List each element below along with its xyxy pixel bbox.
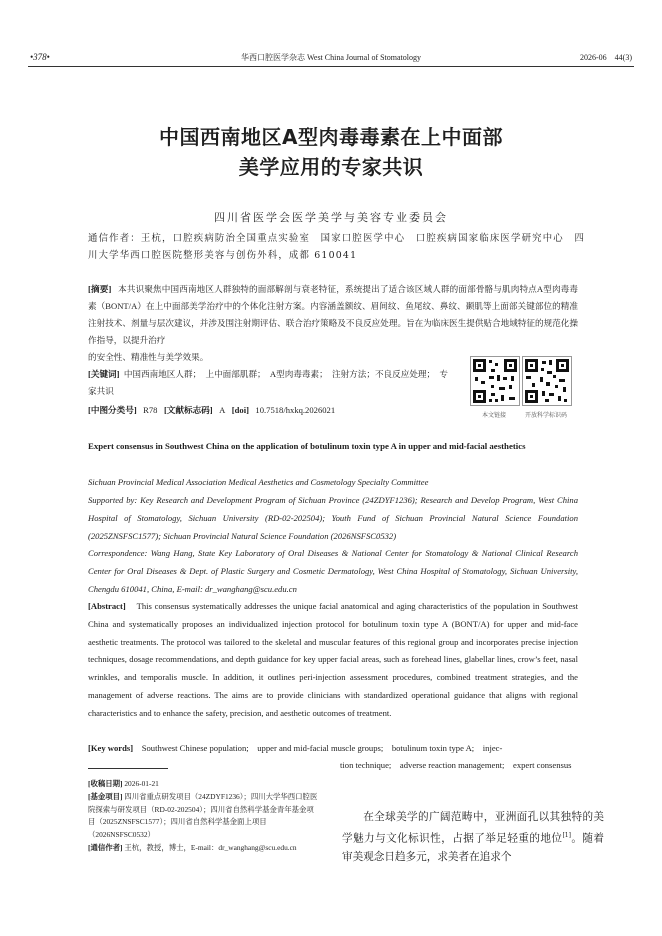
doc-code-label: [文献标志码]: [163, 405, 213, 416]
keywords-en-line1: Southwest Chinese population; upper and mid-facial muscle groups; botulinum toxin type A; injec-: [141, 743, 503, 753]
keywords-en-label: [Key words]: [88, 743, 134, 753]
corresponding-author-cn: 通信作者：王杭，口腔疾病防治全国重点实验室 国家口腔医学中心 口腔疾病国家临床医学研究中心 四川大学华西口腔医院整形美容与创伤外科，成都 610041: [88, 233, 586, 261]
doc-code-value: A: [219, 405, 226, 416]
fund-label: [基金项目]: [88, 791, 123, 801]
footnote-received: [88, 778, 320, 791]
body-text-1: 在全球美学的广阔范畴中，亚洲面孔以其独特的美学魅力与文化标识性，占据了举足轻重的地位: [342, 811, 604, 845]
qr-code-open-science[interactable]: [522, 356, 581, 419]
body-paragraph: [342, 808, 604, 866]
english-title: Expert consensus in Southwest China on the application of botulinum toxin type A in upper and mid-facial aesthetics: [88, 441, 526, 451]
page-number: •378•: [30, 52, 50, 62]
clc-label: [中图分类号]: [88, 405, 137, 416]
paper-title: [0, 122, 662, 182]
abstract-en-text: This consensus systematically addresses the unique facial anatomical and aging characteristics of the population in Southwest China and systematically proposes an individualized injection protocol for botulinum toxin type A (BONT/A) for upper and mid-face aesthetic treatments. The protocol was tailored to the skeletal and muscular features of this regional group and incorporates precise injection techniques, dosage recommendations, and depth guidance for key upper facial areas, such as forehead lines, glabellar lines, crow’s feet, nasal wrinkles, and temporalis muscle. In addition, it outlines peri-injection assessment procedures, combined treatment strategies, and the management of adverse reactions. The aims are to provide clinicians with standardized operational guidance that aligns with regional characteristics and to enhance the safety, precision, and aesthetic outcomes of treatment.: [88, 601, 579, 718]
abstract-cn-label: [摘要]: [88, 284, 112, 294]
supported-by-en: Supported by: Key Research and Development Program of Sichuan Province (24ZDYF1236); Research and Develop Program, West China Hospital of Stomatology, Sichuan University (RD-02-202504); Youth Fund of Sichuan Provincial Natural Science Foundation (2025ZNSFSC1577); Sichuan Provincial Natural Science Foundation (2026NSFSC0532): [88, 495, 578, 541]
classification-cn: [88, 402, 448, 419]
received-date: 2026-01-21: [124, 779, 159, 788]
footnote-author: [88, 842, 320, 855]
abstract-en-label: [Abstract]: [88, 601, 126, 611]
keywords-en-continued: tion technique; adverse reaction management; expert consensus: [340, 760, 572, 770]
citation-ref[interactable]: [1]: [562, 831, 571, 839]
keywords-cn: [88, 366, 448, 400]
qr-caption-open-science: 开放科学标识码: [524, 413, 567, 419]
abstract-cn-narrow: [88, 349, 448, 419]
keywords-cn-label: [关键词]: [88, 369, 120, 380]
header-rule: [28, 66, 634, 67]
author-text: 王杭，教授，博士，E-mail：dr_wanghang@scu.edu.cn: [124, 842, 297, 852]
clc-value: R78: [143, 405, 158, 416]
committee-cn: 四川省医学会医学美学与美容专业委员会: [214, 211, 448, 224]
abstract-cn-tail: 的安全性、精准性与美学效果。: [88, 352, 209, 362]
footnote-rule: [88, 768, 168, 769]
fund-text: 四川省重点研发项目（24ZDYF1236）；四川大学华西口腔医院探索与研发项目（RD-02-202504）；四川省自然科学基金青年基金项目（2025ZNSFSC1577）；四川省自然科学基金面上项目（2026NSFSC0532）: [88, 791, 318, 840]
doi-value: 10.7518/hxkq.2026021: [255, 405, 336, 416]
issue-info: 2026-06 44(3): [580, 53, 632, 62]
title-line-2: 美学应用的专家共识: [238, 155, 424, 179]
author-label: [通信作者]: [88, 842, 123, 852]
abstract-en: [88, 598, 578, 723]
received-label: [收稿日期]: [88, 779, 123, 788]
correspondence-en: Correspondence: Wang Hang, State Key Laboratory of Oral Diseases & National Center for Stomatology & National Clinical Research Center for Oral Diseases & Dept. of Plastic Surgery and Cosmetic Dermatology, West China Hospital of Stomatology, Sichuan University, Chengdu 610041, China, E-mail: dr_wanghang@scu.edu.cn: [88, 548, 578, 594]
keywords-cn-text: 中国西南地区人群； 上中面部肌群； A型肉毒毒素； 注射方法；不良反应处理； 专家共识: [88, 369, 449, 397]
doi-label: [doi]: [231, 405, 249, 416]
journal-name: 华西口腔医学杂志 West China Journal of Stomatology: [240, 53, 421, 62]
qr-caption-article: 本文链接: [481, 413, 506, 419]
abstract-cn: [88, 281, 578, 349]
qr-code-icon: [470, 356, 520, 406]
qr-code-icon: [522, 356, 572, 406]
body-text-2: 。随着审美观念日趋多元，求美者在追求个: [342, 832, 605, 863]
keywords-en: [88, 740, 578, 758]
title-line-1: 中国西南地区A型肉毒毒素在上中面部: [159, 125, 503, 149]
committee-en: Sichuan Provincial Medical Association Medical Aesthetics and Cosmetology Specialty Committee: [88, 477, 429, 487]
footnote: [88, 778, 320, 855]
footnote-fund: [88, 791, 320, 842]
abstract-cn-text: 本共识聚焦中国西南地区人群独特的面部解剖与衰老特征，系统提出了适合该区域人群的面部骨骼与肌肉特点A型肉毒毒素（BONT/A）在上中面部美学治疗中的个体化注射方案。内容涵盖额纹、眉间纹、鱼尾纹、鼻纹、颞肌等上面部关键部位的精准注射技术、剂量与层次建议，并涉及围注射期评估、联合治疗策略及不良反应处理。旨在为临床医生提供贴合地域特征的规范化操作指导，以提升治疗: [88, 284, 578, 346]
